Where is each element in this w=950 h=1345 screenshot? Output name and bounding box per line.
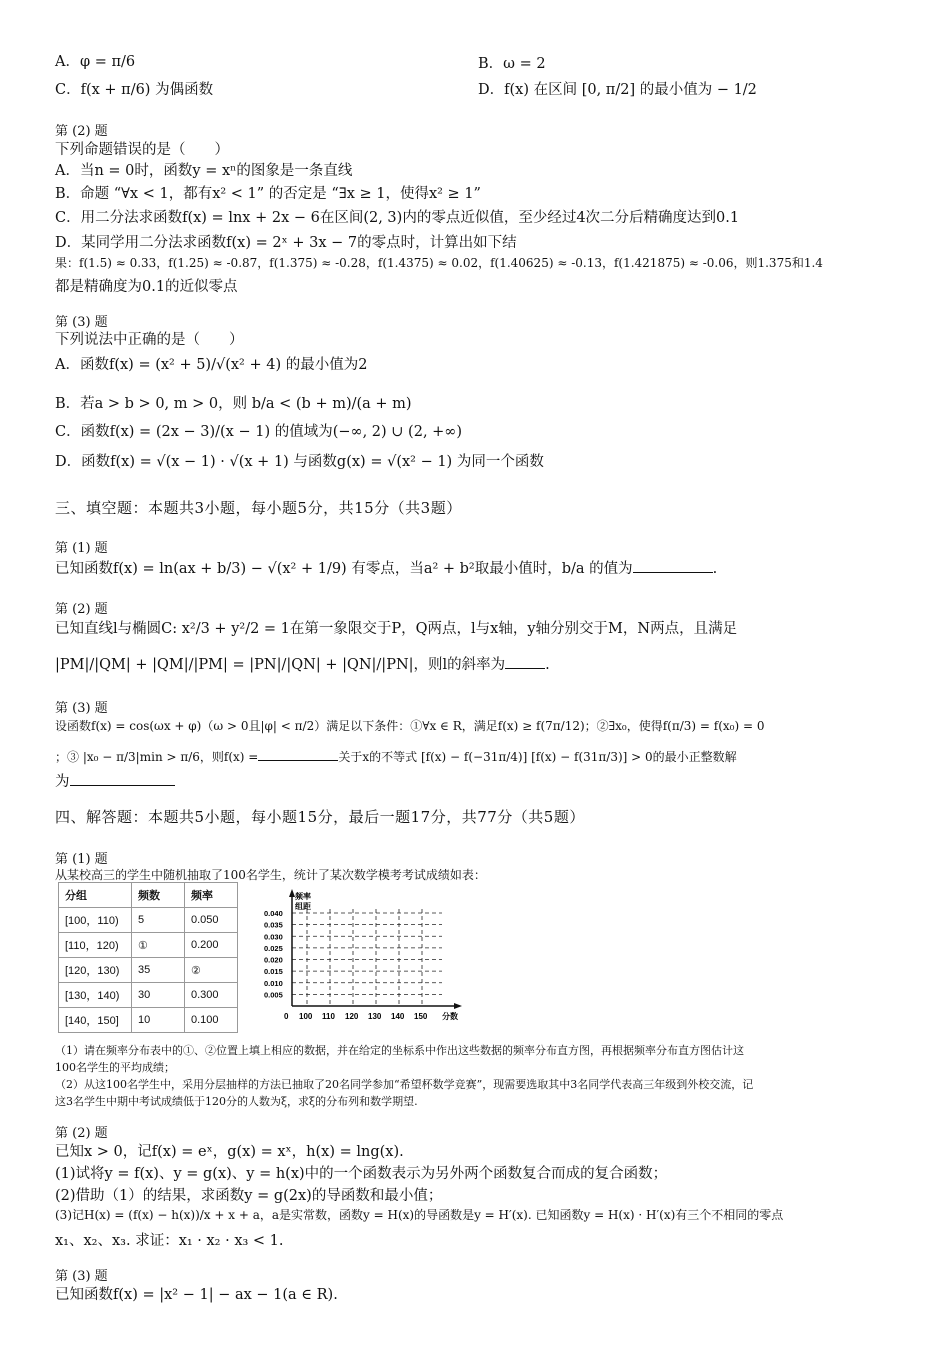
table-row (59, 908, 238, 933)
x-tick-label: 130 (368, 1012, 382, 1021)
ans1-part2-line2: 这3名学生中期中考试成绩低于120分的人数为ξ，求ξ的分布列和数学期望. (55, 1095, 418, 1108)
fill3-answer-blank-1 (258, 746, 338, 761)
table-cell: 0.100 (185, 1008, 238, 1033)
fill2-line2: |PM|/|QM| + |QM|/|PM| = |PN|/|QN| + |QN|/|PN|，则l的斜率为 . (55, 653, 550, 674)
table-row (59, 933, 238, 958)
fill1-answer-blank (633, 558, 713, 573)
table-cell: 0.200 (185, 933, 238, 958)
table-cell: 0.050 (185, 908, 238, 933)
y-tick-label: 0.020 (264, 955, 283, 965)
fill1-text: 已知函数f(x) = ln(ax + b/3) − √(x² + 1/9) 有零点，当a² + b²取最小值时，b/a 的值为 . (55, 557, 717, 578)
frequency-table (58, 882, 238, 1033)
x-axis-arrow (454, 1003, 462, 1009)
q3-option-a: A．函数f(x) = (x² + 5)/√(x² + 4) 的最小值为2 (55, 357, 368, 373)
fill3-line3-body: 为 (55, 774, 70, 790)
q2-option-d-line1: D．某同学用二分法求函数f(x) = 2ˣ + 3x − 7的零点时，计算出如下结 (55, 235, 517, 251)
q2-option-a: A．当n = 0时，函数y = xⁿ的图象是一条直线 (55, 163, 353, 179)
fill3-line2b: 关于x的不等式 [f(x) − f(−31π/4)] [f(x) − f(31π/3)] > 0的最小正整数解 (338, 750, 737, 764)
ans1-part2-line1: （2）从这100名学生中，采用分层抽样的方法已抽取了20名同学参加“希望杯数学竞赛”，现需要选取其中3名同学代表高三年级到外校交流，记 (55, 1078, 754, 1091)
y-label-top: 频率 (295, 892, 311, 901)
ans2-line3: (2)借助（1）的结果，求函数y = g(2x)的导函数和最小值； (55, 1188, 443, 1204)
fill2-line2-body: |PM|/|QM| + |QM|/|PM| = |PN|/|QN| + |QN|/|PN|，则l的斜率为 (55, 657, 506, 673)
table-cell: ② (185, 958, 238, 983)
y-tick-label: 0.010 (264, 978, 283, 988)
ans3-line1: 已知函数f(x) = |x² − 1| − ax − 1(a ∈ R). (55, 1287, 338, 1303)
table-header-row (59, 883, 238, 908)
q2-option-d-line3: 都是精确度为0.1的近似零点 (55, 279, 238, 295)
q2-option-b: B．命题 “∀x < 1，都有x² < 1” 的否定是 “∃x ≥ 1，使得x² ≥ 1” (55, 186, 481, 202)
table-cell: 30 (132, 983, 185, 1008)
ans1-part1-line2: 100名学生的平均成绩； (55, 1061, 175, 1074)
table-cell: [130，140) (59, 983, 132, 1008)
q2-option-d-line2: 果：f(1.5) ≈ 0.33，f(1.25) ≈ -0.87，f(1.375) ≈ -0.28，f(1.4375) ≈ 0.02，f(1.40625) ≈ -0.13，f(1.421875) ≈ -0.06，则1.375和1.4 (55, 256, 823, 270)
chart-grid (292, 909, 442, 1006)
ans1-part1-line1: （1）请在频率分布表中的①、②位置上填上相应的数据，并在给定的坐标系中作出这些数据的频率分布直方图，再根据频率分布直方图估计这 (55, 1044, 744, 1057)
fill1-text-body: 已知函数f(x) = ln(ax + b/3) − √(x² + 1/9) 有零点，当a² + b²取最小值时，b/a 的值为 (55, 561, 633, 577)
x-tick-label: 140 (391, 1012, 405, 1021)
fill3-line2 (55, 746, 737, 765)
histogram-chart (262, 885, 472, 1025)
fill3-line1: 设函数f(x) = cos(ωx + φ)（ω > 0且|φ| < π/2）满足以下条件：①∀x ∈ R，满足f(x) ≥ f(7π/12)；②∃x₀，使得f(π/3) = f(x₀) = 0 (55, 719, 765, 733)
fill3-answer-blank-2 (70, 771, 175, 786)
table-row (59, 958, 238, 983)
chart-ticks (264, 909, 428, 1021)
fill3-line2a: ；③ |x₀ − π/3|min > π/6，则f(x) = (55, 750, 259, 764)
q1-option-c: C．f(x + π/6) 为偶函数 (55, 82, 214, 98)
section-4-heading: 四、解答题：本题共5小题，每小题15分，最后一题17分，共77分（共5题） (55, 808, 585, 826)
fill2-title: 第 (2) 题 (55, 602, 108, 617)
ans2-line5: x₁、x₂、x₃. 求证：x₁ · x₂ · x₃ < 1. (55, 1233, 284, 1249)
q2-option-c: C．用二分法求函数f(x) = lnx + 2x − 6在区间(2, 3)内的零点近似值，至少经过4次二分后精确度达到0.1 (55, 210, 740, 226)
ans3-title: 第 (3) 题 (55, 1269, 108, 1284)
x-tick-label: 110 (322, 1012, 335, 1021)
q1-option-b: B．ω = 2 (478, 56, 546, 72)
ans1-title: 第 (1) 题 (55, 852, 108, 867)
q1-option-d: D．f(x) 在区间 [0, π/2] 的最小值为 − 1/2 (478, 82, 757, 98)
table-cell: 35 (132, 958, 185, 983)
table-row (59, 1008, 238, 1033)
x-tick-label: 100 (299, 1012, 313, 1021)
x-label: 分数 (442, 1012, 458, 1021)
origin-label: 0 (284, 1012, 289, 1021)
table-cell: [140，150] (59, 1008, 132, 1033)
fill2-line1: 已知直线l与椭圆C: x²/3 + y²/2 = 1在第一象限交于P，Q两点，l与x轴，y轴分别交于M，N两点，且满足 (55, 621, 738, 637)
fill3-title: 第 (3) 题 (55, 701, 108, 716)
y-tick-label: 0.015 (264, 967, 283, 977)
q3-option-b: B．若a > b > 0, m > 0，则 b/a < (b + m)/(a + m) (55, 396, 412, 412)
fill3-line3 (55, 770, 175, 791)
q2-title: 第 (2) 题 (55, 124, 108, 139)
ans2-line4: (3)记H(x) = (f(x) − h(x))/x + x + a，a是实常数，函数y = H(x)的导函数是y = H′(x). 已知函数y = H(x) · H′(x)有三个不相同的零点 (55, 1208, 784, 1222)
q1-option-a: A．φ = π/6 (55, 54, 136, 70)
table-cell: [110，120) (59, 933, 132, 958)
table-cell: 5 (132, 908, 185, 933)
table-header-cell: 频数 (132, 883, 185, 908)
y-tick-label: 0.025 (264, 943, 283, 953)
table-row (59, 983, 238, 1008)
table-cell: ① (132, 933, 185, 958)
ans2-title: 第 (2) 题 (55, 1126, 108, 1141)
table-header-cell: 分组 (59, 883, 132, 908)
table-cell: [120，130) (59, 958, 132, 983)
y-tick-label: 0.005 (264, 990, 283, 1000)
table-cell: 0.300 (185, 983, 238, 1008)
q2-stem: 下列命题错误的是（ ） (55, 142, 229, 158)
ans2-line2: (1)试将y = f(x)、y = g(x)、y = h(x)中的一个函数表示为另外两个函数复合而成的复合函数； (55, 1166, 668, 1182)
y-tick-label: 0.035 (264, 920, 283, 930)
fill1-title: 第 (1) 题 (55, 541, 108, 556)
x-tick-label: 120 (345, 1012, 359, 1021)
y-tick-label: 0.040 (264, 909, 283, 918)
q3-title: 第 (3) 题 (55, 315, 108, 330)
table-header-cell: 频率 (185, 883, 238, 908)
y-label-bottom: 组距 (295, 902, 311, 911)
section-3-heading: 三、填空题：本题共3小题，每小题5分，共15分（共3题） (55, 499, 462, 517)
y-tick-label: 0.030 (264, 932, 283, 942)
ans1-stem: 从某校高三的学生中随机抽取了100名学生，统计了某次数学模考考试成绩如表： (55, 868, 486, 882)
frequency-table-wrapper (58, 882, 238, 1033)
table-cell: 10 (132, 1008, 185, 1033)
q3-option-c: C．函数f(x) = (2x − 3)/(x − 1) 的值域为(−∞, 2) ∪ (2, +∞) (55, 424, 463, 440)
table-cell: [100，110) (59, 908, 132, 933)
ans2-line1: 已知x > 0，记f(x) = eˣ，g(x) = xˣ，h(x) = lng(x). (55, 1144, 404, 1160)
q3-option-d: D．函数f(x) = √(x − 1) · √(x + 1) 与函数g(x) = √(x² − 1) 为同一个函数 (55, 454, 544, 470)
fill2-answer-blank (505, 654, 545, 669)
x-tick-label: 150 (414, 1012, 428, 1021)
q3-stem: 下列说法中正确的是（ ） (55, 332, 244, 348)
